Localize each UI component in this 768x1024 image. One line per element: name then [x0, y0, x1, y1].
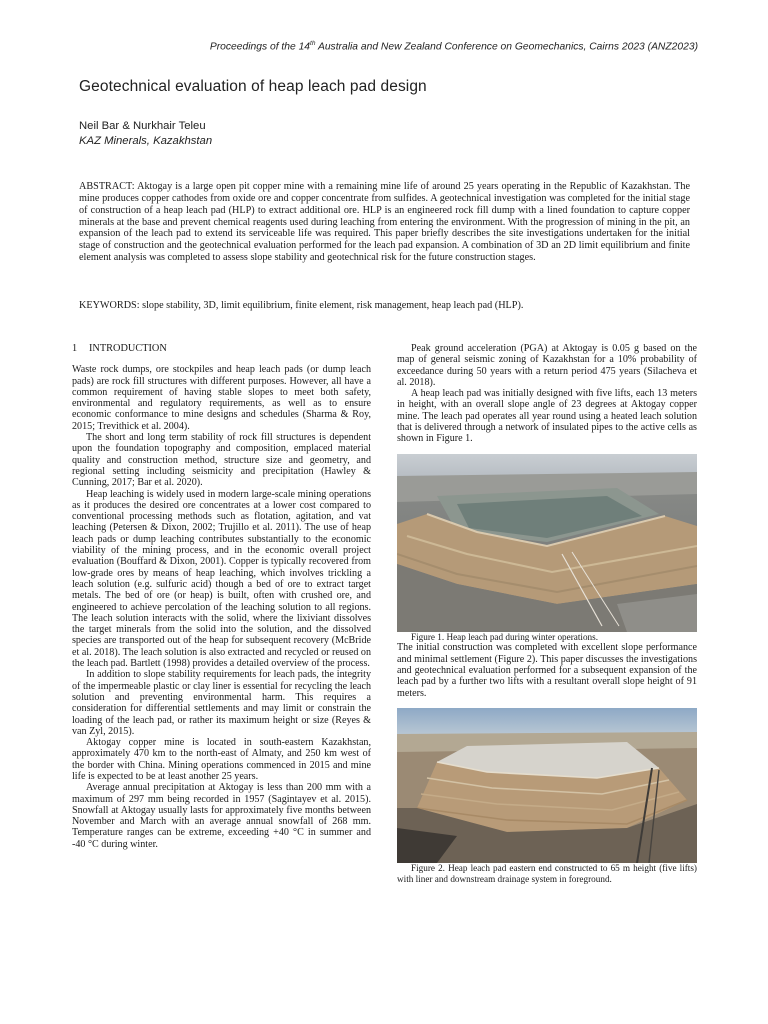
paragraph: Peak ground acceleration (PGA) at Aktogay is 0.05 g based on the map of general seismic zoning of Kazakhstan for a 10% probability of exceedance during 50 years with a return period 475 years (Silacheva et al. 2018).: [397, 343, 697, 388]
paragraph: The initial construction was completed with excellent slope performance and minimal settlement (Figure 2). This paper discusses the investigations and geotechnical evaluation performed for a subsequent expansion of the leach pad by a further two lifts with a resultant overall slope height of 91 meters.: [397, 642, 697, 699]
abstract: ABSTRACT: Aktogay is a large open pit copper mine with a remaining mine life of around 25 years operating in the Republic of Kazakhstan. The mine produces copper cathodes from oxide ore and copper concentrate from sulfides. A geotechnical investigation was completed for the initial stage of construction of a heap leach pad (HLP) to extract additional ore. HLP is an engineered rock fill dump with a lined foundation to capture copper minerals at the base and prevent chemical reagents used during leaching from entering the environment. With the progression of mining in the pit, an expansion of the leach pad to extend its serviceable life was required. This paper briefly describes the site investigations undertaken for the initial stage of construction and the geotechnical evaluation performed for the leach pad expansion. A combination of 3D an 2D limit equilibrium and finite element analysis was completed to assess slope stability and geotechnical risk for the future construction stages.: [79, 181, 690, 264]
paper-title: Geotechnical evaluation of heap leach pad design: [79, 78, 427, 95]
figure-1-caption: Figure 1. Heap leach pad during winter operations.: [411, 631, 599, 642]
paragraph: A heap leach pad was initially designed with five lifts, each 13 meters in height, with an overall slope angle of 23 degrees at Aktogay copper mine. The leach pad operates all year round using a heated leach solution that is delivered through a network of insulated pipes to the active cells as shown in Figure 1.: [397, 388, 697, 445]
figure-2-caption: Figure 2. Heap leach pad eastern end constructed to 65 m height (five lifts) with liner and downstream drainage system in foreground.: [397, 862, 697, 884]
paragraph: Waste rock dumps, ore stockpiles and heap leach pads (or dump leach pads) are rock fill structures with different purposes. However, all have a common requirement of having stable slopes to meet both safety, environmental and regulatory requirements, as well as to ensure economic conformance to mine designs and schedules (Sharma & Roy, 2015; Trevithick et al. 2004).: [72, 364, 371, 432]
proceedings-header: Proceedings of the 14th Australia and New Zealand Conference on Geomechanics, Cairns 2023 (ANZ2023): [209, 40, 698, 53]
paragraph: Average annual precipitation at Aktogay is less than 200 mm with a maximum of 297 mm being recorded in 1957 (Sagintayev et al. 2015). Snowfall at Aktogay usually lasts for approximately five months between November and March with an average annual snowfall of 268 mm. Temperature ranges can be extreme, exceeding +40 °C in summer and -40 °C during winter.: [72, 782, 371, 850]
figure-2-heap-leach-pad-eastern-end-photo: [397, 708, 697, 863]
affiliation: KAZ Minerals, Kazakhstan: [79, 135, 213, 147]
section-heading: 1 INTRODUCTION: [72, 343, 167, 354]
paragraph: The short and long term stability of rock fill structures is dependent upon the foundation topography and composition, emplaced material quality and construction method, structure size and geometry, and regional setting including seismicity and precipitation (Hawley & Cunning, 2017; Bar et al. 2020).: [72, 432, 371, 489]
keywords: KEYWORDS: slope stability, 3D, limit equilibrium, finite element, risk management, heap leach pad (HLP).: [79, 300, 524, 311]
paragraph: Aktogay copper mine is located in south-eastern Kazakhstan, approximately 470 km to the north-east of Almaty, and 250 km west of the border with China. Mining operations commenced in 2015 and mine life is expected to be at least another 25 years.: [72, 737, 371, 782]
authors: Neil Bar & Nurkhair Teleu: [79, 120, 206, 132]
paragraph: Heap leaching is widely used in modern large-scale mining operations as it produces the desired ore concentrates at a lower cost compared to conventional processing methods such as flotation, agitation, and vat leaching (Petersen & Dixon, 2002; Trujillo et al. 2011). The use of heap leach pads or dump leaching contributes substantially to the economic viability of the mining process, and in the economic overall project evaluation (Bouffard & Dixon, 2001). Copper is typically recovered from low-grade ores by means of heap leaching, which involves trickling a leach solution (e.g. sulfuric acid) though a bed of ore to extract target metals. The bed of ore (or heap) is built, often with crushed ore, and engineered to achieve percolation of the leaching solution to all regions. The leach solution interacts with the solid, where the lixiviant dissolves the target minerals from the solid into the solution, and the dissolved species are transported out of the heap for subsequent recovery (McBride et al. 2018). The leach solution is also extracted and recycled or reused on the leach pad. Bartlett (1998) provides a detailed overview of the process.: [72, 488, 371, 670]
figure-1-heap-leach-pad-winter-photo: [397, 454, 697, 632]
right-column: [397, 343, 697, 885]
left-column: [72, 343, 371, 850]
paragraph: In addition to slope stability requirements for leach pads, the integrity of the impermeable plastic or clay liner is essential for recycling the leach solution and preventing environmental harm. This requires a consideration for differential settlements and may limit or constrain the loading of the leach pad, or rather its maximum height or size (Reyes & van Zyl, 2015).: [72, 669, 371, 737]
